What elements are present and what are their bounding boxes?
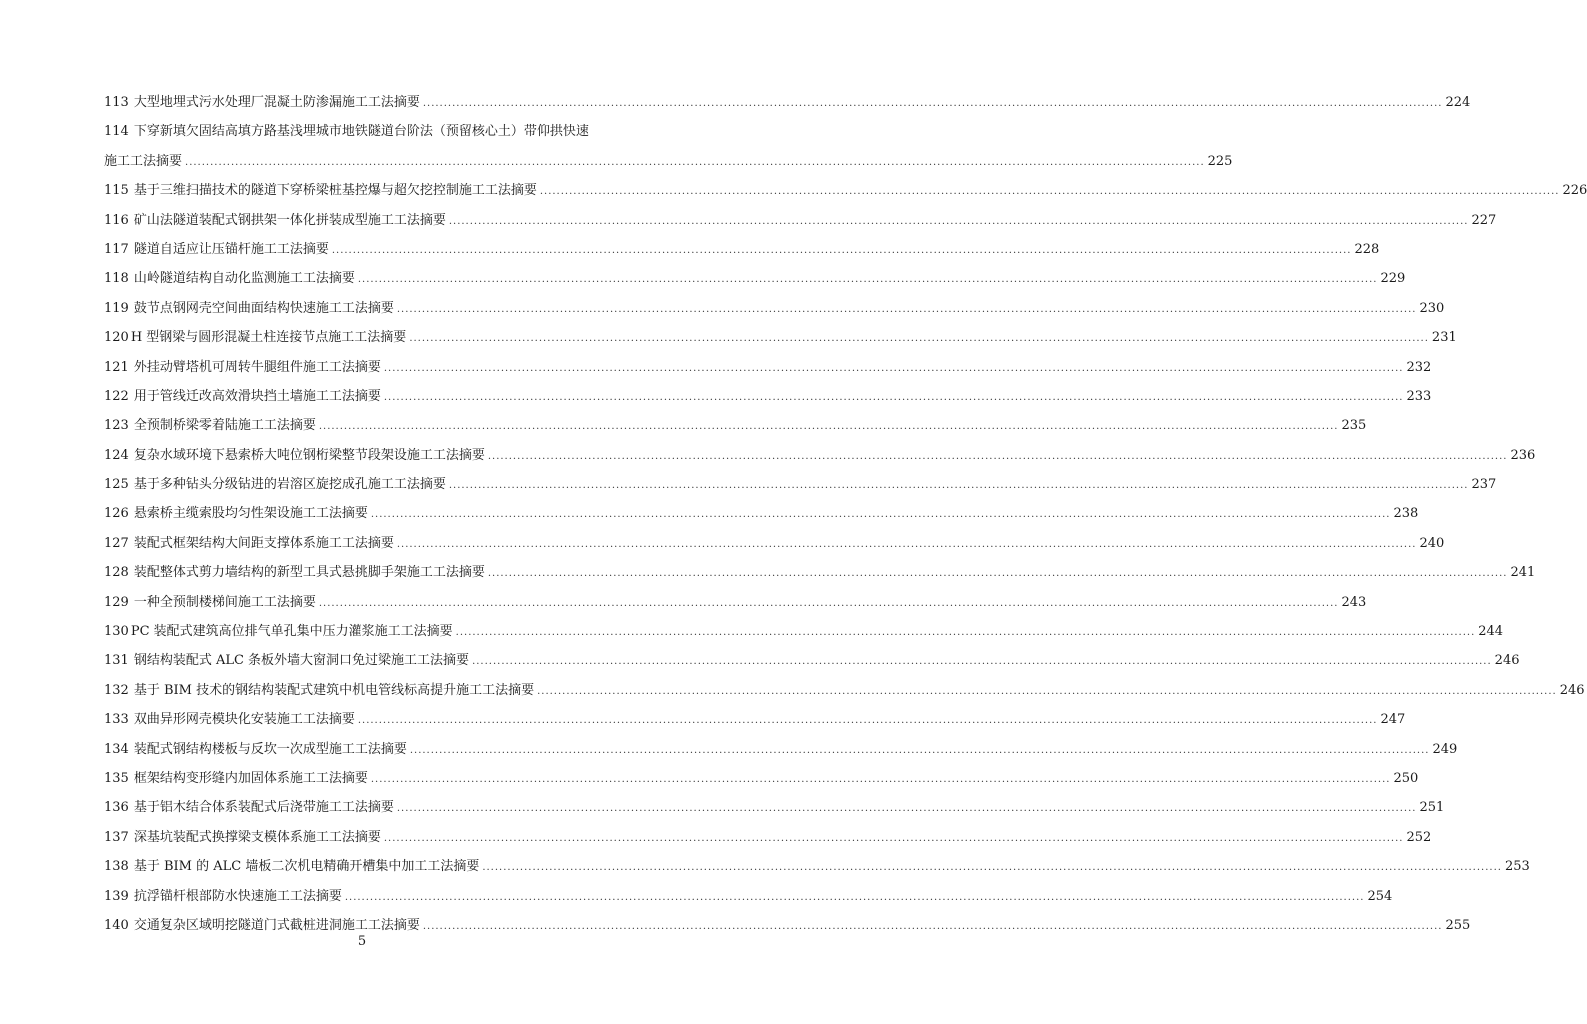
toc-entry-page: 252 — [1406, 829, 1432, 845]
toc-entry-title: 鼓节点钢网壳空间曲面结构快速施工工法摘要 — [133, 300, 394, 316]
toc-entry-page: 230 — [1419, 300, 1445, 316]
toc-dot-leader — [449, 471, 1469, 500]
toc-dot-leader — [449, 207, 1469, 236]
toc-entry-continuation[interactable] — [104, 147, 1233, 176]
toc-entry-number: 120 — [104, 330, 129, 346]
toc-dot-leader — [537, 677, 1557, 706]
toc-entry-number: 119 — [104, 300, 129, 316]
toc-dot-leader — [397, 794, 1417, 823]
toc-entry[interactable] — [104, 735, 1458, 764]
toc-entry-title: 全预制桥梁零着陆施工工法摘要 — [133, 418, 316, 434]
toc-entry[interactable] — [104, 206, 1497, 235]
toc-entry-page: 246 — [1494, 653, 1520, 669]
toc-entry-number: 123 — [104, 418, 129, 434]
toc-dot-leader — [345, 883, 1365, 912]
toc-entry[interactable] — [104, 382, 1432, 411]
toc-entry-number: 130 — [104, 624, 129, 640]
toc-dot-leader — [371, 765, 1391, 794]
toc-entry-number: 131 — [104, 653, 129, 669]
toc-entry-title: 外挂动臂塔机可周转牛腿组件施工工法摘要 — [133, 359, 381, 375]
toc-entry-title: 基于多种钻头分级钻进的岩溶区旋挖成孔施工工法摘要 — [133, 477, 446, 493]
toc-entry-title: 抗浮锚杆根部防水快速施工工法摘要 — [133, 888, 342, 904]
toc-entry-title: 双曲异形网壳模块化安装施工工法摘要 — [133, 712, 355, 728]
toc-entry[interactable] — [104, 529, 1445, 558]
toc-entry-title: 复杂水域环境下悬索桥大吨位钢桁梁整节段架设施工工法摘要 — [133, 447, 485, 463]
toc-entry-page: 243 — [1341, 594, 1367, 610]
toc-dot-leader — [409, 324, 1429, 353]
toc-dot-leader — [384, 383, 1404, 412]
toc-dot-leader — [488, 442, 1508, 471]
toc-entry-number: 136 — [104, 800, 129, 816]
toc-entry-page: 233 — [1406, 388, 1432, 404]
toc-entry-page: 250 — [1393, 770, 1419, 786]
toc-entry-number: 127 — [104, 535, 129, 551]
toc-entry-title: 一种全预制楼梯间施工工法摘要 — [133, 594, 316, 610]
toc-entry-number: 118 — [104, 271, 129, 287]
toc-entry-title: 装配式钢结构楼板与反坎一次成型施工工法摘要 — [133, 741, 407, 757]
toc-entry[interactable] — [104, 441, 1536, 470]
toc-entry-title: 基于 BIM 的 ALC 墙板二次机电精确开槽集中加工工法摘要 — [133, 859, 480, 875]
toc-dot-leader — [371, 500, 1391, 529]
toc-entry-page: 246 — [1559, 682, 1585, 698]
toc-entry-page: 232 — [1406, 359, 1432, 375]
toc-entry[interactable] — [104, 264, 1406, 293]
toc-dot-leader — [488, 559, 1508, 588]
table-of-contents — [104, 88, 1587, 940]
toc-dot-leader — [384, 824, 1404, 853]
toc-entry-page: 226 — [1562, 183, 1587, 199]
toc-entry-number: 122 — [104, 388, 129, 404]
toc-dot-leader — [397, 295, 1417, 324]
toc-dot-leader — [456, 618, 1476, 647]
toc-entry-title-continuation: 施工工法摘要 — [104, 153, 183, 169]
toc-dot-leader — [540, 177, 1560, 206]
toc-entry-title: 装配整体式剪力墙结构的新型工具式悬挑脚手架施工工法摘要 — [133, 565, 485, 581]
toc-entry-number: 135 — [104, 770, 129, 786]
toc-entry-number: 133 — [104, 712, 129, 728]
toc-entry-number: 134 — [104, 741, 129, 757]
toc-entry[interactable] — [104, 499, 1419, 528]
toc-dot-leader — [319, 412, 1339, 441]
toc-entry-title: 框架结构变形缝内加固体系施工工法摘要 — [133, 770, 368, 786]
toc-entry-title: 装配式框架结构大间距支撑体系施工工法摘要 — [133, 535, 394, 551]
toc-entry-page: 251 — [1419, 800, 1445, 816]
toc-entry-page: 225 — [1207, 153, 1233, 169]
toc-dot-leader — [384, 354, 1404, 383]
toc-entry-number: 113 — [104, 95, 129, 110]
toc-entry[interactable] — [104, 676, 1585, 705]
toc-entry-page: 235 — [1341, 418, 1367, 434]
toc-entry-title: H 型钢梁与圆形混凝土柱连接节点施工工法摘要 — [130, 330, 407, 346]
toc-entry-title: 钢结构装配式 ALC 条板外墙大窗洞口免过梁施工工法摘要 — [133, 653, 470, 669]
toc-entry-number: 115 — [104, 183, 129, 199]
toc-entry-number: 114 — [104, 124, 129, 140]
toc-entry[interactable] — [104, 117, 638, 146]
toc-entry-page: 240 — [1419, 535, 1445, 551]
toc-entry-title: 交通复杂区域明挖隧道门式截桩进洞施工工法摘要 — [133, 917, 420, 933]
toc-entry[interactable] — [104, 882, 1393, 911]
toc-entry-number: 129 — [104, 594, 129, 610]
toc-entry[interactable] — [104, 617, 1504, 646]
toc-entry-page: 249 — [1432, 741, 1458, 757]
toc-dot-leader — [410, 736, 1430, 765]
toc-entry-number: 124 — [104, 447, 129, 463]
page-number: 5 — [357, 934, 367, 949]
toc-entry[interactable] — [104, 764, 1419, 793]
toc-dot-leader — [397, 530, 1417, 559]
toc-entry[interactable] — [104, 235, 1380, 264]
toc-entry-page: 237 — [1471, 477, 1497, 493]
toc-entry-title: 悬索桥主缆索股均匀性架设施工工法摘要 — [133, 506, 368, 522]
toc-entry-page: 244 — [1478, 624, 1504, 640]
toc-entry-number: 121 — [104, 359, 129, 375]
toc-entry-number: 138 — [104, 859, 129, 875]
toc-entry-title: 深基坑装配式换撑梁支模体系施工工法摘要 — [133, 829, 381, 845]
toc-dot-leader — [358, 706, 1378, 735]
toc-entry-page: 241 — [1510, 565, 1536, 581]
toc-entry[interactable] — [104, 323, 1457, 352]
toc-entry-page: 236 — [1510, 447, 1536, 463]
toc-entry[interactable] — [104, 88, 1471, 117]
toc-entry[interactable] — [104, 646, 1520, 675]
toc-entry-title: 山岭隧道结构自动化监测施工工法摘要 — [133, 271, 355, 287]
toc-entry-page: 238 — [1393, 506, 1419, 522]
toc-dot-leader — [319, 589, 1339, 618]
toc-entry-number: 139 — [104, 888, 129, 904]
toc-entry-title: PC 装配式建筑高位排气单孔集中压力灌浆施工工法摘要 — [130, 624, 453, 640]
toc-entry[interactable] — [104, 793, 1445, 822]
toc-entry-title: 下穿新填欠固结高填方路基浅埋城市地铁隧道台阶法（预留核心土）带仰拱快速 — [133, 124, 589, 140]
toc-dot-leader — [472, 647, 1492, 676]
toc-entry-number: 125 — [104, 477, 129, 493]
toc-dot-leader — [358, 265, 1378, 294]
toc-entry-page: 224 — [1445, 95, 1471, 110]
toc-entry-number: 126 — [104, 506, 129, 522]
toc-dot-leader — [482, 853, 1502, 882]
toc-entry-number: 116 — [104, 212, 129, 228]
toc-entry-number: 128 — [104, 565, 129, 581]
toc-entry-page: 255 — [1445, 917, 1471, 933]
toc-dot-leader — [423, 89, 1443, 118]
toc-entry-page: 228 — [1354, 241, 1380, 257]
toc-entry-number: 132 — [104, 682, 129, 698]
toc-entry[interactable] — [104, 353, 1432, 382]
toc-entry[interactable] — [104, 588, 1367, 617]
toc-entry-page: 231 — [1431, 330, 1457, 346]
toc-entry[interactable] — [104, 852, 1530, 881]
toc-entry-page: 227 — [1471, 212, 1497, 228]
toc-dot-leader — [332, 236, 1352, 265]
toc-entry-page: 253 — [1504, 859, 1530, 875]
toc-entry-title: 用于管线迁改高效滑块挡土墙施工工法摘要 — [133, 388, 381, 404]
toc-entry[interactable] — [104, 411, 1367, 440]
toc-entry-number: 140 — [104, 917, 129, 933]
toc-entry-title: 隧道自适应让压锚杆施工工法摘要 — [133, 241, 329, 257]
toc-entry[interactable] — [104, 176, 1587, 205]
toc-entry-title: 基于三维扫描技术的隧道下穿桥梁桩基控爆与超欠挖控制施工工法摘要 — [133, 183, 537, 199]
toc-entry-title: 矿山法隧道装配式钢拱架一体化拼装成型施工工法摘要 — [133, 212, 446, 228]
toc-entry-page: 229 — [1380, 271, 1406, 287]
toc-entry-page: 254 — [1367, 888, 1393, 904]
toc-entry[interactable] — [104, 470, 1497, 499]
toc-entry-title: 大型地埋式污水处理厂混凝土防渗漏施工工法摘要 — [133, 95, 420, 110]
toc-entry[interactable] — [104, 558, 1536, 587]
toc-entry-number: 117 — [104, 241, 129, 257]
toc-entry-page: 247 — [1380, 712, 1406, 728]
toc-entry-number: 137 — [104, 829, 129, 845]
toc-entry-title: 基于 BIM 技术的钢结构装配式建筑中机电管线标高提升施工工法摘要 — [133, 682, 535, 698]
toc-entry[interactable] — [104, 823, 1432, 852]
toc-dot-leader — [185, 148, 1205, 177]
toc-entry[interactable] — [104, 705, 1406, 734]
toc-entry-title: 基于铝木结合体系装配式后浇带施工工法摘要 — [133, 800, 394, 816]
toc-entry[interactable] — [104, 294, 1445, 323]
